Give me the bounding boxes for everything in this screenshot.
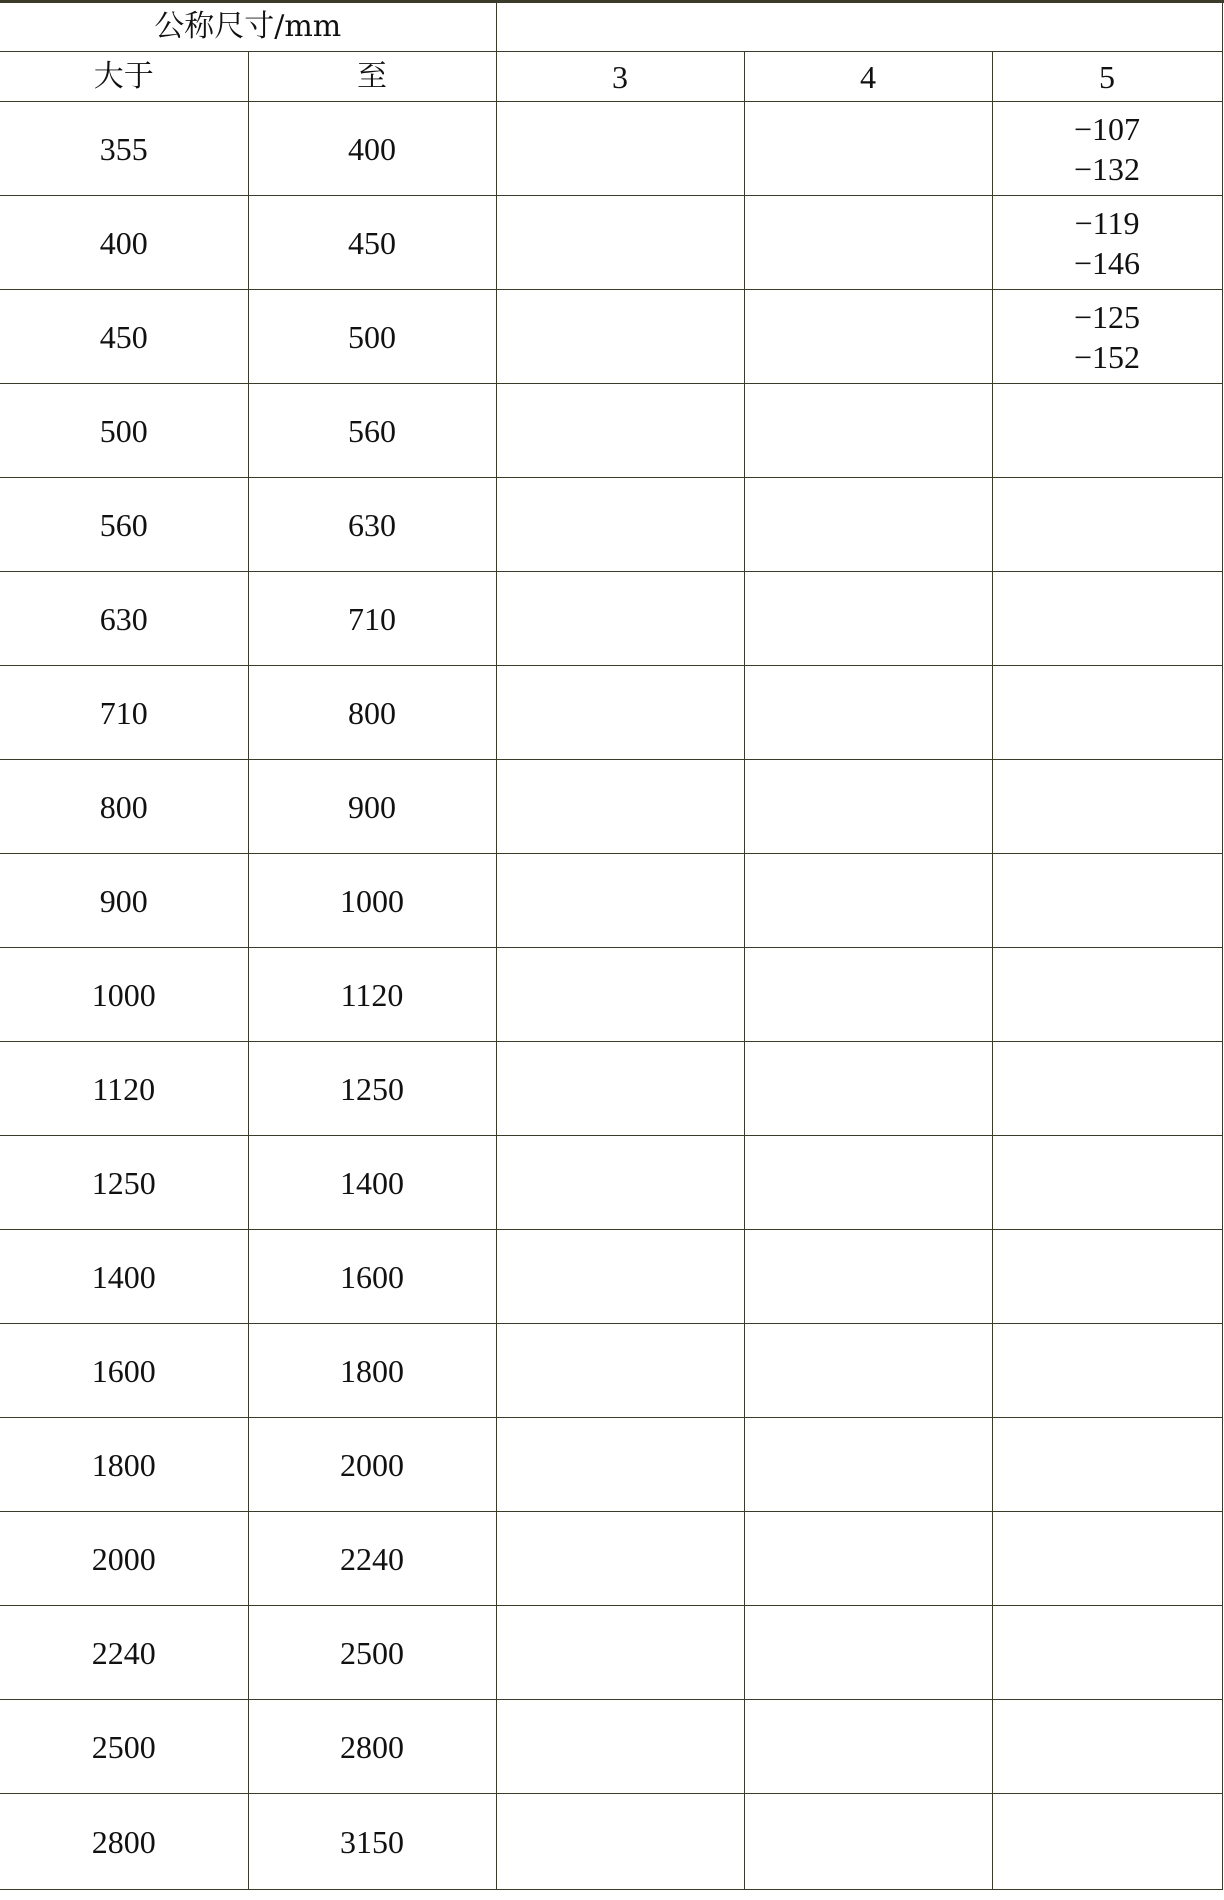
lower-deviation: −132 [1074,150,1141,187]
cell-up-to: 2800 [248,1700,496,1794]
lower-deviation: −152 [1074,338,1141,375]
cell-grade-5 [992,854,1222,948]
table-row [0,1324,1222,1418]
cell-grade-3 [496,478,744,572]
cell-up-to: 2000 [248,1418,496,1512]
cell-grade-5 [992,948,1222,1042]
cell-grade-5 [992,760,1222,854]
cell-grade-3 [496,854,744,948]
cell-greater-than: 1800 [0,1418,248,1512]
cell-greater-than: 710 [0,666,248,760]
cell-grade-5 [992,1324,1222,1418]
cell-grade-3 [496,1606,744,1700]
cell-up-to: 560 [248,384,496,478]
cell-up-to: 630 [248,478,496,572]
cell-up-to: 1400 [248,1136,496,1230]
table-row [0,102,1222,196]
lower-deviation: −146 [1074,244,1141,281]
cell-grade-5 [992,1700,1222,1794]
cell-grade-4 [744,1042,992,1136]
cell-grade-4 [744,1606,992,1700]
cell-grade-5 [992,1042,1222,1136]
cell-grade-4 [744,1230,992,1324]
cell-up-to: 1600 [248,1230,496,1324]
table-row [0,1700,1222,1794]
cell-grade-5 [992,290,1222,384]
cell-grade-4 [744,854,992,948]
cell-up-to: 1120 [248,948,496,1042]
header-grade-4: 4 [744,52,992,102]
cell-up-to: 450 [248,196,496,290]
cell-up-to: 900 [248,760,496,854]
table-row [0,760,1222,854]
cell-grade-3 [496,1794,744,1890]
cell-greater-than: 450 [0,290,248,384]
cell-grade-4 [744,1136,992,1230]
table-row [0,854,1222,948]
cell-grade-5 [992,572,1222,666]
table-row [0,1136,1222,1230]
cell-up-to: 710 [248,572,496,666]
cell-grade-4 [744,666,992,760]
table-row [0,384,1222,478]
table-row [0,1794,1222,1890]
cell-up-to: 3150 [248,1794,496,1890]
header-up-to: 至 [248,52,496,102]
cell-grade-4 [744,290,992,384]
header-empty [496,3,1222,52]
cell-greater-than: 355 [0,102,248,196]
cell-greater-than: 2800 [0,1794,248,1890]
cell-grade-5 [992,1512,1222,1606]
cell-grade-4 [744,478,992,572]
cell-greater-than: 400 [0,196,248,290]
cell-grade-3 [496,1700,744,1794]
cell-grade-5 [992,1418,1222,1512]
cell-up-to: 500 [248,290,496,384]
cell-grade-4 [744,572,992,666]
header-greater-than: 大于 [0,52,248,102]
header-row-1 [0,3,1222,52]
table-body [0,102,1222,1890]
table-row [0,666,1222,760]
cell-grade-4 [744,948,992,1042]
cell-up-to: 1250 [248,1042,496,1136]
header-row-2 [0,52,1222,102]
cell-grade-4 [744,1512,992,1606]
cell-grade-3 [496,102,744,196]
cell-grade-5 [992,196,1222,290]
table-row [0,948,1222,1042]
table-row [0,1230,1222,1324]
cell-greater-than: 1600 [0,1324,248,1418]
cell-grade-3 [496,384,744,478]
cell-grade-5 [992,1794,1222,1890]
cell-grade-4 [744,196,992,290]
cell-greater-than: 500 [0,384,248,478]
cell-grade-4 [744,1324,992,1418]
tolerance-table [0,3,1223,1890]
cell-grade-3 [496,1230,744,1324]
cell-grade-4 [744,384,992,478]
cell-grade-5 [992,1230,1222,1324]
cell-grade-5 [992,384,1222,478]
cell-up-to: 400 [248,102,496,196]
cell-greater-than: 1120 [0,1042,248,1136]
table-row [0,478,1222,572]
cell-grade-4 [744,1794,992,1890]
cell-grade-3 [496,196,744,290]
cell-grade-3 [496,760,744,854]
cell-greater-than: 1400 [0,1230,248,1324]
cell-greater-than: 900 [0,854,248,948]
upper-deviation: −107 [1074,110,1141,147]
header-nominal-size: 公称尺寸/mm [0,3,496,52]
table-row [0,572,1222,666]
cell-grade-4 [744,1700,992,1794]
cell-grade-5 [992,1136,1222,1230]
cell-up-to: 1800 [248,1324,496,1418]
cell-grade-3 [496,290,744,384]
table-row [0,196,1222,290]
cell-grade-3 [496,1512,744,1606]
table-row [0,1042,1222,1136]
cell-greater-than: 630 [0,572,248,666]
cell-greater-than: 2240 [0,1606,248,1700]
cell-greater-than: 2000 [0,1512,248,1606]
cell-grade-5 [992,1606,1222,1700]
cell-greater-than: 2500 [0,1700,248,1794]
cell-grade-3 [496,1324,744,1418]
table-row [0,1418,1222,1512]
table-row [0,1512,1222,1606]
header-grade-5: 5 [992,52,1222,102]
cell-grade-4 [744,760,992,854]
cell-grade-3 [496,1136,744,1230]
cell-grade-3 [496,948,744,1042]
cell-greater-than: 1000 [0,948,248,1042]
cell-greater-than: 1250 [0,1136,248,1230]
cell-up-to: 1000 [248,854,496,948]
cell-greater-than: 560 [0,478,248,572]
cell-up-to: 800 [248,666,496,760]
cell-grade-5 [992,478,1222,572]
table-row [0,1606,1222,1700]
cell-up-to: 2240 [248,1512,496,1606]
cell-grade-4 [744,1418,992,1512]
cell-grade-3 [496,666,744,760]
cell-up-to: 2500 [248,1606,496,1700]
cell-grade-5 [992,102,1222,196]
cell-grade-4 [744,102,992,196]
cell-grade-5 [992,666,1222,760]
upper-deviation: −119 [1074,204,1140,241]
header-grade-3: 3 [496,52,744,102]
cell-grade-3 [496,1042,744,1136]
upper-deviation: −125 [1074,298,1141,335]
cell-grade-3 [496,1418,744,1512]
cell-greater-than: 800 [0,760,248,854]
table-row [0,290,1222,384]
cell-grade-3 [496,572,744,666]
